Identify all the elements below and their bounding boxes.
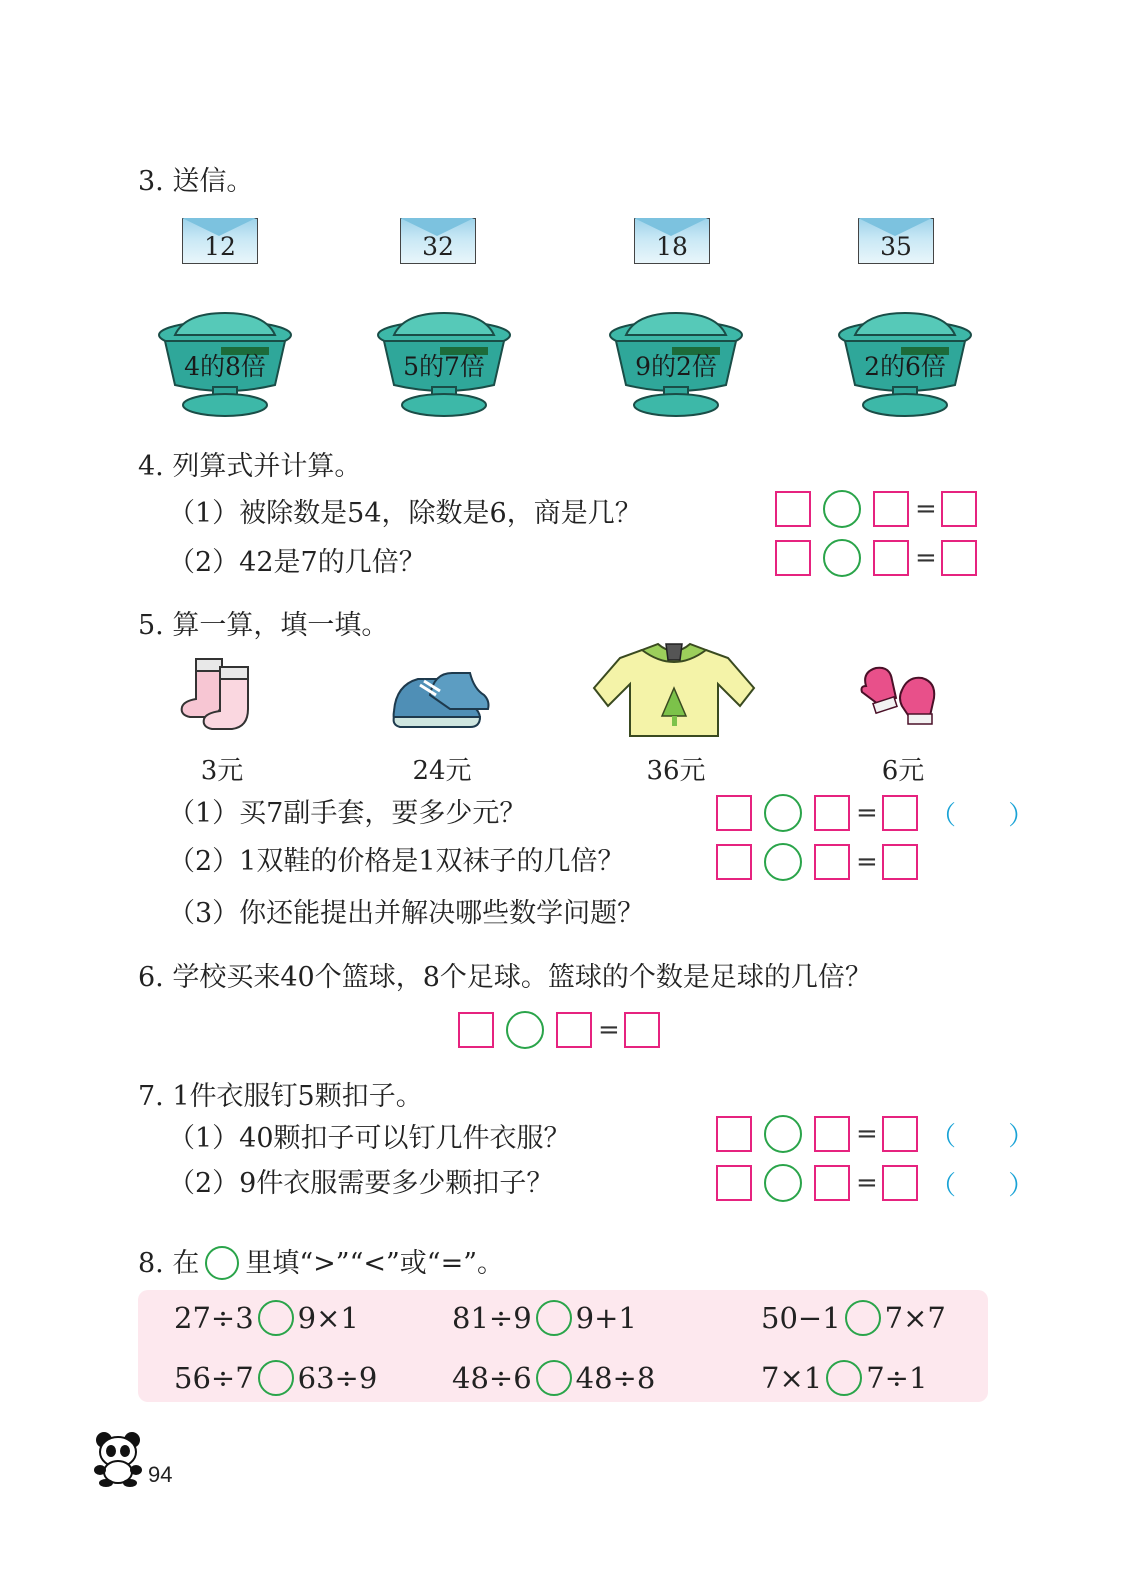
answer-box[interactable] — [814, 795, 850, 831]
price-shoes: 24元 — [412, 756, 472, 786]
envelope-number: 18 — [656, 232, 688, 261]
q7-item-1: （1）40颗扣子可以钉几件衣服？ — [168, 1123, 571, 1154]
q3-title: 3. 送信。 — [138, 166, 254, 197]
q5-answer-row-1 — [716, 794, 1056, 832]
comparison-4 — [174, 1360, 377, 1396]
compare-circle[interactable] — [258, 1300, 294, 1336]
answer-box[interactable] — [873, 491, 909, 527]
answer-box[interactable] — [814, 844, 850, 880]
q6-answer-row — [458, 1011, 660, 1049]
operator-circle[interactable] — [823, 490, 861, 528]
operator-circle[interactable] — [823, 539, 861, 577]
unit-parentheses[interactable]: （ ） — [930, 1121, 1057, 1152]
comparison-3 — [761, 1300, 946, 1336]
answer-box[interactable] — [716, 1116, 752, 1152]
answer-box[interactable] — [882, 1116, 918, 1152]
operator-circle[interactable] — [764, 1115, 802, 1153]
q4-answer-row-2 — [775, 539, 977, 577]
comparison-left: 81÷9 — [452, 1301, 532, 1335]
q4-item-2: （2）42是7的几倍？ — [168, 547, 426, 578]
q6-title: 6. 学校买来40个篮球，8个足球。篮球的个数是足球的几倍？ — [138, 962, 872, 993]
mailbox-label: 5的7倍 — [403, 352, 485, 381]
price-socks: 3元 — [200, 756, 244, 786]
mailbox-label: 9的2倍 — [635, 352, 717, 381]
socks-icon — [178, 655, 268, 733]
mailbox-1 — [155, 305, 295, 420]
answer-box[interactable] — [882, 844, 918, 880]
compare-circle[interactable] — [845, 1300, 881, 1336]
answer-box[interactable] — [716, 844, 752, 880]
q7-answer-row-2 — [716, 1164, 1056, 1202]
comparison-left: 7×1 — [761, 1361, 823, 1395]
answer-box[interactable] — [458, 1012, 494, 1048]
q7-item-2: （2）9件衣服需要多少颗扣子？ — [168, 1168, 554, 1199]
mailbox-3 — [606, 305, 746, 420]
comparison-right: 9×1 — [297, 1301, 359, 1335]
mailbox-2 — [374, 305, 514, 420]
comparison-right: 48÷8 — [575, 1361, 656, 1395]
compare-circle[interactable] — [258, 1360, 294, 1396]
price-coat: 36元 — [646, 756, 706, 786]
q5-item-2: （2）1双鞋的价格是1双袜子的几倍？ — [168, 846, 625, 877]
mittens-icon — [858, 662, 940, 726]
answer-box[interactable] — [941, 540, 977, 576]
answer-box[interactable] — [814, 1165, 850, 1201]
q8-title — [138, 1246, 504, 1280]
q5-title: 5. 算一算，填一填。 — [138, 610, 389, 641]
comparison-left: 56÷7 — [174, 1361, 254, 1395]
q4-title: 4. 列算式并计算。 — [138, 451, 362, 482]
answer-box[interactable] — [882, 1165, 918, 1201]
comparison-left: 27÷3 — [174, 1301, 254, 1335]
envelope-number: 32 — [422, 232, 454, 261]
operator-circle[interactable] — [764, 843, 802, 881]
answer-box[interactable] — [716, 1165, 752, 1201]
envelope-1 — [182, 218, 258, 264]
operator-circle[interactable] — [764, 794, 802, 832]
operator-circle[interactable] — [764, 1164, 802, 1202]
equals-sign: = — [915, 543, 937, 573]
equals-sign: = — [856, 847, 878, 877]
comparison-6 — [761, 1360, 927, 1396]
q5-item-3: （3）你还能提出并解决哪些数学问题？ — [168, 898, 645, 929]
q8-title-suffix: 里填“>”“<”或“=”。 — [245, 1247, 505, 1279]
mailbox-4 — [835, 305, 975, 420]
unit-parentheses[interactable]: （ ） — [930, 800, 1057, 831]
q8-title-prefix: 8. 在 — [138, 1247, 200, 1279]
answer-box[interactable] — [941, 491, 977, 527]
comparison-right: 9+1 — [575, 1301, 637, 1335]
comparison-right: 63÷9 — [297, 1361, 378, 1395]
equals-sign: = — [856, 1119, 878, 1149]
q7-answer-row-1 — [716, 1115, 1056, 1153]
compare-circle[interactable] — [826, 1360, 862, 1396]
equals-sign: = — [856, 798, 878, 828]
answer-box[interactable] — [882, 795, 918, 831]
unit-parentheses[interactable]: （ ） — [930, 1170, 1057, 1201]
operator-circle[interactable] — [506, 1011, 544, 1049]
panda-icon — [92, 1430, 146, 1488]
answer-box[interactable] — [775, 540, 811, 576]
comparison-5 — [452, 1360, 655, 1396]
comparison-right: 7÷1 — [866, 1361, 928, 1395]
envelope-3 — [634, 218, 710, 264]
equals-sign: = — [915, 494, 937, 524]
price-mittens: 6元 — [881, 756, 925, 786]
envelope-number: 35 — [880, 232, 912, 261]
envelope-number: 12 — [204, 232, 236, 261]
answer-box[interactable] — [873, 540, 909, 576]
q5-answer-row-2 — [716, 843, 918, 881]
comparison-1 — [174, 1300, 359, 1336]
q7-title: 7. 1件衣服钉5颗扣子。 — [138, 1081, 423, 1112]
q5-item-1: （1）买7副手套，要多少元？ — [168, 798, 527, 829]
compare-circle[interactable] — [536, 1360, 572, 1396]
mailbox-label: 4的8倍 — [184, 352, 266, 381]
answer-box[interactable] — [556, 1012, 592, 1048]
answer-box[interactable] — [814, 1116, 850, 1152]
equals-sign: = — [856, 1168, 878, 1198]
envelope-4 — [858, 218, 934, 264]
comparison-left: 48÷6 — [452, 1361, 532, 1395]
q4-item-1: （1）被除数是54，除数是6，商是几？ — [168, 498, 642, 529]
equals-sign: = — [598, 1015, 620, 1045]
envelope-2 — [400, 218, 476, 264]
q4-answer-row-1 — [775, 490, 977, 528]
answer-box[interactable] — [775, 491, 811, 527]
answer-box[interactable] — [624, 1012, 660, 1048]
coat-icon — [590, 638, 758, 740]
mailbox-label: 2的6倍 — [864, 352, 946, 381]
comparison-right: 7×7 — [884, 1301, 946, 1335]
page-number: 94 — [148, 1462, 173, 1487]
answer-box[interactable] — [716, 795, 752, 831]
shoes-icon — [390, 665, 492, 731]
compare-circle[interactable] — [536, 1300, 572, 1336]
comparison-2 — [452, 1300, 637, 1336]
sample-circle-icon — [205, 1246, 239, 1280]
comparison-left: 50−1 — [761, 1301, 841, 1335]
